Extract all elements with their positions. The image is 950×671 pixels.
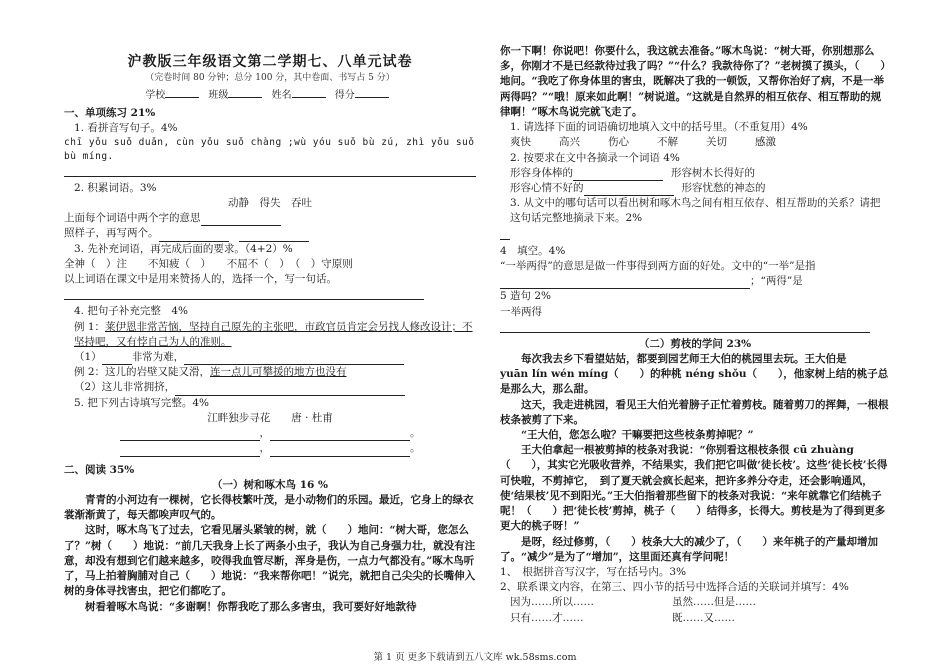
answer-blank[interactable] (120, 447, 260, 457)
answer-blank[interactable] (584, 186, 674, 196)
question-1: 1. 看拼音写句子。4% (74, 122, 178, 135)
passage-1-para-3: 树看着啄木鸟说：“多谢啊！你帮我吃了那么多害虫，我可要好好地款待 (85, 600, 417, 613)
reading-question-4: 4 填空。4% (500, 244, 566, 257)
field-score: 得分 (334, 90, 355, 102)
reading-question-5: 5 造句 2% (500, 290, 552, 303)
reading-question-2-row-2: 形容心情不好的 形容忧愁的神态的 (500, 181, 890, 196)
passage-1-para-1: 青青的小河边有一棵树，它长得枝繁叶茂，是小动物们的乐园。最近，它身上的绿衣裳渐渐黄了，每天都唉声叹气的。 (64, 493, 474, 522)
passage-2-question-2: 2、联系课文内容，在第三、四小节的括号中选择合适的关联词并填写：4% (500, 581, 849, 594)
poem-title: 江畔独步寻花 唐 · 杜甫 (207, 411, 333, 424)
answer-blank[interactable] (573, 171, 663, 181)
question-2: 2. 积累词语。3% (74, 181, 157, 194)
answer-blank[interactable] (500, 279, 750, 289)
answer-line[interactable] (64, 289, 424, 300)
exam-subtitle: （完卷时间 80 分钟；总分 100 分，其中卷面、书写占 5 分） (145, 73, 395, 84)
answer-blank[interactable] (159, 232, 229, 242)
answer-line[interactable] (500, 322, 870, 333)
passage-2-title: （二）剪枝的学问 23% (638, 337, 752, 350)
question-2-a: 上面每个词语中两个字的意思 (64, 211, 476, 226)
passage-1-para-2: 这时，啄木鸟飞了过去，它看见屠头紧皱的树，就（ ）地问：“树大哥，您怎么了？”树（ ）地说：“前几天我身上长了两条小虫子，我认为自己身强力壮，就没有注意，却没有想到它们越来越多，咬得我血管尽断，浑身是伤，一点力气都没有。”啄木鸟听了，马上拍着胸脯对自己（ ）地说：“我来帮你吧！”说完，就把自己尖尖的长嘴伸入树的身体寻找害虫，把它们都吃了。 (64, 524, 476, 598)
student-info-fields (64, 89, 476, 104)
class-blank[interactable] (228, 97, 262, 98)
page-title: 沪教版三年级语文第二学期七、八单元试卷 (127, 54, 413, 70)
word-bank: 爽快 高兴 伤心 不解 关切 感激 (510, 136, 776, 149)
name-blank[interactable] (292, 97, 326, 98)
answer-blank[interactable] (184, 355, 404, 365)
answer-blank[interactable] (102, 355, 132, 365)
question-3-req: 以上词语在课文中是用来赞扬人的，选择一个，写一句话。 (64, 273, 337, 286)
passage-2-para-5: 王大伯拿起一根被剪掉的枝条对我说：“你别看这根枝条很 cū zhuàng（ ），其实它光吸收营养，不结果实，我们把它叫做‘徒长枝’。这些‘徒长枝’长得可快啦，不剪掉它， 到了夏天就会疯长起来，把许多养分夺走，还会影响通风，使‘结果枝’见不到阳光。”王大伯指着那些留下的枝条对我说：“来年就靠它们结桃子呢！（ ）把‘徒长枝’剪掉，桃子（ ）结得多，长得大。剪枝是为了得到更多更大的桃子呀！” (500, 444, 888, 533)
passage-2-para-4: “王大伯，您怎么啦？干嘛要把这些枝条剪掉呢？” (521, 429, 754, 442)
answer-blank[interactable] (120, 431, 260, 441)
field-class: 班级 (208, 90, 229, 102)
reading-question-4-text: “一举两得”的意思是做一件事得到两方面的好处。文中的“一举”是指 (500, 259, 816, 272)
answer-line[interactable] (500, 229, 510, 240)
passage-1-title: （一）树和啄木鸟 16 % (212, 478, 328, 491)
question-2-b: 照样子，再写两个。 (64, 226, 476, 241)
question-2-words: 动静 得失 吞吐 (228, 197, 312, 210)
answer-blank[interactable] (175, 386, 405, 396)
answer-blank[interactable] (239, 232, 309, 242)
passage-2-question-1: 1、 根据拼音写汉字，写在括号内。3% (500, 566, 687, 578)
reading-question-5-word: 一举两得 (500, 305, 542, 318)
field-school: 学校 (145, 90, 166, 102)
conjunction-options: 因为……所以…… 虽然……但是…… (510, 596, 756, 609)
passage-2-para-6: 是呀，经过修剪，（ ）枝条大大的减少了，（ ）来年桃子的产量却增加了。“减少”是为了“增加”，这里面还真有学问呢！ (500, 535, 878, 563)
reading-question-3: 3. 从文中的哪句话可以看出树和啄木鸟之间有相互依存、相互帮助的关系？请把这句话完整地摘录下来。2% (510, 197, 881, 225)
question-4-example-2: 例 2：这儿的岩壁又陡又滑，连一点儿可攀援的地方也没有 (74, 366, 347, 379)
reading-question-2-row-1: 形容身体棒的 形容树木长得好的 (500, 166, 890, 181)
passage-1-continued: 你一下啊！你说吧！你要什么，我这就去准备。”啄木鸟说：“树大哥，你别想那么多，你刚才不是已经款待过我了吗？”“什么？我款待你了？”老树摸了摸头，（ ）地问。“我吃了你身体里的害虫，既解决了我的一顿饭，又帮你治好了病，不是一举两得吗？”“哦！原来如此啊！”树说道。“这就是自然界的相互依存、相互帮助的规律啊！”啄木鸟说完就飞走了。 (500, 45, 886, 118)
conjunction-options-2: 只有……才…… 既……又…… (510, 611, 735, 624)
answer-blank[interactable] (270, 431, 410, 441)
answer-line[interactable] (64, 166, 476, 177)
question-4: 4. 把句子补充完整 4% (74, 305, 189, 318)
question-3: 3. 先补充词语，再完成后面的要求。（4+2）% (74, 242, 293, 255)
question-4-item-2: （2）这儿非常拥挤， (64, 380, 476, 395)
section-heading-part1: 一、单项练习 21% (64, 106, 156, 119)
reading-question-1: 1. 请选择下面的词语确切地填入文中的括号里。（不重复用）4% (510, 121, 808, 134)
question-4-example-1: 例 1：莱伊恩非常苦恼，坚持自己原先的主张吧，市政官员肯定会另找人修改设计；不坚持吧，又有悖自己为人的准则。 (74, 320, 473, 348)
page-footer: 第 1 页 更多下载请到五八文库 wk.58sms.com (373, 652, 577, 664)
answer-blank[interactable] (201, 216, 281, 226)
question-3-line: 全神（ ）注 不知疲（ ） 不屈不（ ） （ ）守原则 (64, 257, 353, 270)
reading-question-2: 2. 按要求在文中各摘录一个词语 4% (510, 151, 680, 164)
poem-lines: ， 。 ， 。 (64, 426, 476, 456)
answer-blank[interactable] (270, 447, 410, 457)
school-blank[interactable] (165, 97, 199, 98)
question-1-pinyin: chī yǒu suǒ duǎn, cùn yǒu suǒ chàng ;wù yóu suǒ bù zú, zhì yǒu suǒ bù míng. (64, 137, 475, 163)
passage-2-para-2: yuān lín wén míng（ ）的种桃 néng shǒu（ ），他家树上结的桃子总是那么大，那么甜。 (500, 368, 889, 396)
score-blank[interactable] (355, 97, 389, 98)
section-heading-part2: 二、阅读 35% (64, 463, 135, 476)
question-4-item-1: （1） 非常为难， (64, 350, 476, 365)
passage-2-para-3: 这天，我走进桃园，看见王大伯光着膀子正忙着剪枝。随着剪刀的挥舞，一根根枝条被剪了下来。 (500, 398, 889, 426)
left-column (64, 52, 476, 645)
reading-question-4-tail: ；“两得”是 (500, 274, 890, 289)
passage-2-para-1: 每次我去乡下看望姑姑，都要到园艺师王大伯的桃园里去玩。王大伯是 (521, 352, 847, 365)
question-5: 5. 把下列古诗填写完整。4% (74, 396, 210, 409)
right-column (500, 44, 890, 645)
field-name: 姓名 (271, 90, 292, 102)
